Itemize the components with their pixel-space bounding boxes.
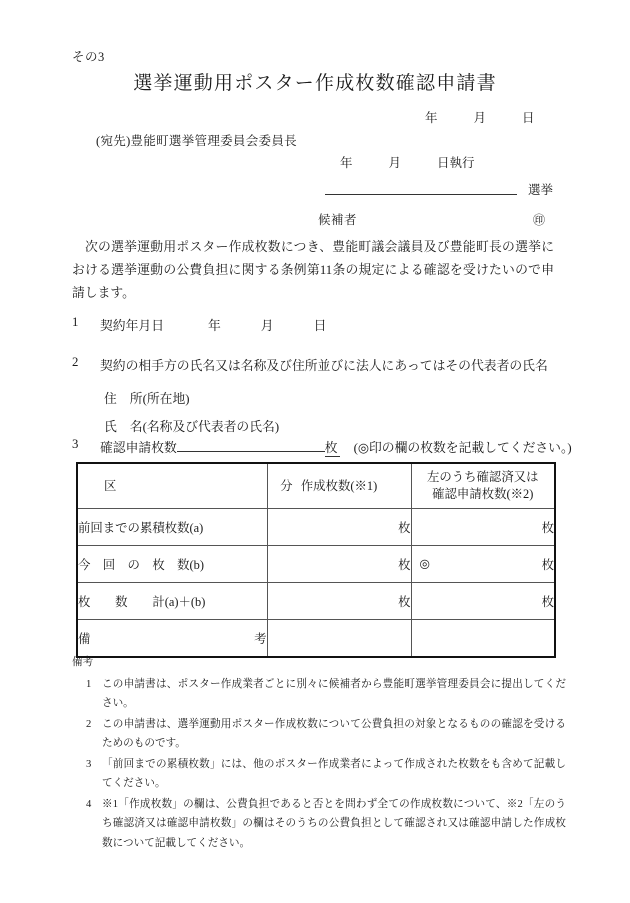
exec-month-label: 月 [388,156,402,170]
address-label: 住 [104,392,117,406]
cell-current-created[interactable] [267,546,411,583]
counterparty-name-row [104,416,279,435]
cell-previous-confirmed[interactable] [411,509,555,546]
note-index: 3 [86,758,92,770]
note-text: 「前回までの累積枚数」には、他のポスター作成業者によって作成された枚数をも含めて記載してください。 [102,758,566,789]
note-item [72,675,566,714]
row-label-text: 前回までの累積枚数(a) [78,521,204,535]
table-row [77,509,555,546]
double-circle-icon: ◎ [419,556,430,571]
cell-remarks-confirmed[interactable] [411,620,555,658]
item1-body [100,315,326,334]
item2-number: 2 [72,355,79,369]
submission-date-line [425,108,535,126]
row-label-text: 枚 数 計(a)＋(b) [78,595,206,609]
notes-section [72,653,566,854]
note-index: 1 [86,678,92,690]
item3-note: (◎印の欄の枚数を記載してください。) [353,441,572,455]
table-row [77,583,555,620]
body-paragraph: 次の選挙運動用ポスター作成枚数につき、豊能町議会議員及び豊能町長の選挙における選挙運動の公費負担に関する条例第11条の規定による確認を受けたいので申請します。 [72,240,554,300]
item1-year-label: 年 [207,319,221,333]
page-title: 選挙運動用ポスター作成枚数確認申請書 [133,73,497,94]
date-year-label: 年 [425,111,438,125]
note-item [72,715,566,754]
item1-number: 1 [72,315,79,329]
date-month-label: 月 [473,111,487,125]
candidate-label: 候補者 [318,213,358,227]
execution-date-line [340,153,475,171]
date-day-label: 日 [522,111,535,125]
item3-label: 確認申請枚数 [100,441,177,455]
table-row [77,620,555,658]
row-label-text: 今 回 の 枚 数(b) [78,558,204,572]
counterparty-address-row [104,388,190,407]
row-label-previous-total [77,509,267,546]
form-number: その3 [72,50,105,64]
header-category-right: 分 [280,478,293,493]
addressee-line: (宛先)豊能町選挙管理委員会委員長 [96,134,297,148]
note-index: 2 [86,718,92,730]
note-text: この申請書は、ポスター作成業者ごとに別々に候補者から豊能町選挙管理委員会に提出してください。 [102,678,566,709]
cell-previous-created[interactable] [267,509,411,546]
note-item [72,755,566,794]
item3-body [100,437,572,457]
election-name-row [325,176,553,198]
cell-remarks-created[interactable] [267,620,411,658]
header-confirmed-count [411,463,555,509]
exec-day-label: 日執行 [437,156,475,170]
row-label-remarks [77,620,267,658]
cell-current-confirmed[interactable] [411,546,555,583]
seal-icon: ㊞ [533,213,546,227]
item1-label: 契約年月日 [100,319,164,333]
note-item [72,795,566,854]
cell-unit: 枚 [398,595,411,609]
item3-value-input[interactable] [177,451,325,452]
poster-count-table-wrap [76,462,554,658]
exec-year-label: 年 [340,156,353,170]
election-suffix-label: 選挙 [527,183,553,197]
row-label-right: 考 [254,632,267,646]
header-category-left: 区 [104,478,117,493]
cell-unit: 枚 [398,558,411,572]
row-label-current-count [77,546,267,583]
cell-unit: 枚 [541,521,554,535]
header-created-count: 作成枚数(※1) [267,463,411,509]
address-sublabel: 所(所在地) [129,392,190,406]
poster-count-table [76,462,556,658]
cell-unit: 枚 [541,558,554,572]
header-category [77,463,293,509]
cell-sum-confirmed[interactable] [411,583,555,620]
table-row [77,546,555,583]
item2-label: 契約の相手方の氏名又は名称及び住所並びに法人にあってはその代表者の氏名 [100,359,548,373]
note-text: この申請書は、選挙運動用ポスター作成枚数について公費負担の対象となるものの確認を受けるためのものです。 [102,718,566,749]
item1-month-label: 月 [260,319,274,333]
table-header-row [77,463,555,509]
cell-unit: 枚 [398,521,411,535]
row-label-left: 備 [78,632,91,646]
name-sublabel: 名(名称及び代表者の氏名) [129,420,280,434]
header-confirmed-line2: 確認申請枚数(※2) [432,487,534,501]
row-label-sum [77,583,267,620]
cell-sum-created[interactable] [267,583,411,620]
item3-unit-label: 枚 [325,437,340,457]
notes-heading: 備考 [72,657,94,668]
election-name-blank[interactable] [325,194,517,195]
cell-unit: 枚 [541,595,554,609]
note-text: ※1「作成枚数」の欄は、公費負担であると否とを問わず全ての作成枚数について、※2「左のうち確認済又は確認申請枚数」の欄はそのうちの公費負担として確認され又は確認申請した作成枚数について記載してください。 [102,798,566,849]
name-label: 氏 [104,420,117,434]
item1-day-label: 日 [313,319,327,333]
item3-number: 3 [72,437,79,451]
note-index: 4 [86,798,92,810]
header-confirmed-line1: 左のうち確認済又は [426,470,539,484]
